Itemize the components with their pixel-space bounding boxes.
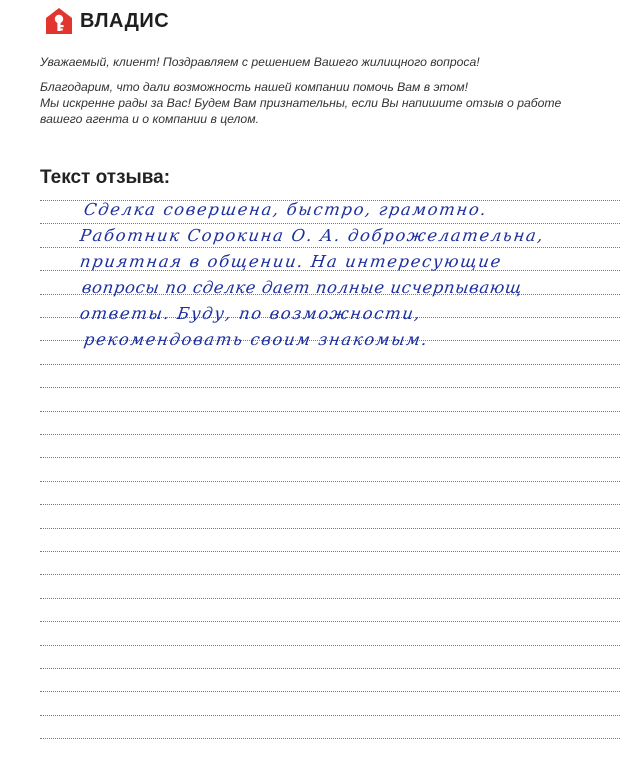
review-line: вопросы по сделке дает полные исчерпывающ xyxy=(80,278,524,297)
ruled-line xyxy=(40,504,620,505)
ruled-line xyxy=(40,457,620,458)
ruled-line xyxy=(40,738,620,739)
ruled-line xyxy=(40,411,620,412)
ruled-line xyxy=(40,551,620,552)
review-line: Сделка совершена, быстро, грамотно. xyxy=(82,200,489,219)
ruled-line xyxy=(40,645,620,646)
ruled-line xyxy=(40,387,620,388)
greeting: Уважаемый, клиент! Поздравляем с решением Вашего жилищного вопроса! xyxy=(40,55,480,69)
intro-line-1: Благодарим, что дали возможность нашей компании помочь Вам в этом! xyxy=(40,80,469,94)
review-title: Текст отзыва: xyxy=(40,167,171,188)
ruled-lines xyxy=(40,0,620,768)
intro-line-2: Мы искренне рады за Вас! Будем Вам признательны, если Вы напишите отзыв о работе xyxy=(40,96,562,110)
ruled-line xyxy=(40,715,620,716)
ruled-line xyxy=(40,574,620,575)
ruled-line xyxy=(40,434,620,435)
ruled-line xyxy=(40,691,620,692)
intro-line-3: вашего агента и о компании в целом. xyxy=(40,112,259,126)
ruled-line xyxy=(40,621,620,622)
ruled-line xyxy=(40,481,620,482)
review-line: приятная в общении. На интересующие xyxy=(78,252,504,271)
ruled-line xyxy=(40,668,620,669)
ruled-line xyxy=(40,528,620,529)
ruled-line xyxy=(40,247,620,248)
review-line: Работник Сорокина О. А. доброжелательна, xyxy=(78,226,546,245)
brand-name: ВЛАДИС xyxy=(80,9,170,32)
ruled-line xyxy=(40,223,620,224)
review-line: рекомендовать своим знакомым. xyxy=(82,330,430,349)
ruled-line xyxy=(40,364,620,365)
ruled-line xyxy=(40,598,620,599)
review-line: ответы. Буду, по возможности, xyxy=(78,304,423,323)
